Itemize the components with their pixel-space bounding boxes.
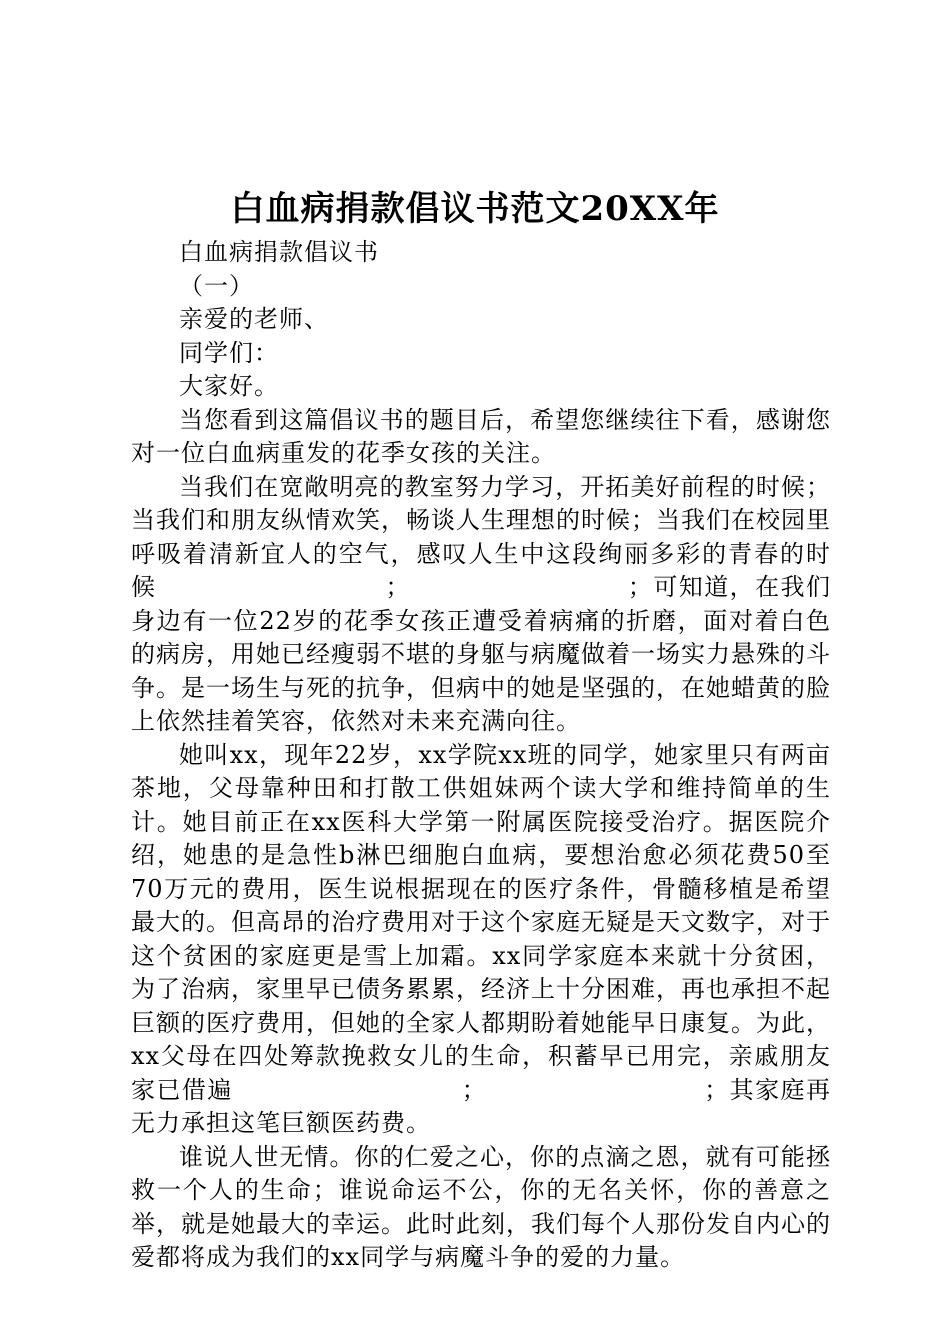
- subtitle-line: 白血病捐款倡议书: [179, 238, 379, 266]
- document-title: 白血病捐款倡议书范文20XX年: [230, 189, 720, 229]
- section-marker: （一）: [179, 271, 254, 300]
- paragraph-appeal: 谁说人世无情。你的仁爱之心，你的点滴之恩，就有可能拯救一个人的生命；谁说命运不公，你的无名关怀，你的善意之举，就是她最大的幸运。此时此刻，我们每个人那份发自内心的爱都将成为我们的xx同学与病魔斗争的爱的力量。: [131, 1142, 831, 1271]
- paragraph-contrast: 当我们在宽敞明亮的教室努力学习，开拓美好前程的时候；当我们和朋友纵情欢笑，畅谈人生理想的时候；当我们在校园里呼吸着清新宜人的空气，感叹人生中这段绚丽多彩的青春的时候 ； ；可知道，在我们身边有一位22岁的花季女孩正遭受着病痛的折磨，面对着白色的病房，用她已经瘦弱不堪的身躯与病魔做着一场实力悬殊的斗争。是一场生与死的抗争，但病中的她是坚强的，在她蜡黄的脸上依然挂着笑容，依然对未来充满向往。: [131, 472, 831, 735]
- document-body: [131, 236, 831, 1275]
- paragraph-intro: 当您看到这篇倡议书的题目后，希望您继续往下看，感谢您对一位白血病重发的花季女孩的关注。: [131, 405, 831, 467]
- salutation-line-2: 同学们：: [179, 338, 279, 367]
- paragraph-story: 她叫xx，现年22岁，xx学院xx班的同学，她家里只有两亩茶地，父母靠种田和打散工供姐妹两个读大学和维持简单的生计。她目前正在xx医科大学第一附属医院接受治疗。据医院介绍，她患的是急性b淋巴细胞白血病，要想治愈必须花费50至70万元的费用，医生说根据现在的医疗条件，骨髓移植是希望最大的。但高昂的治疗费用对于这个家庭无疑是天文数字，对于这个贫困的家庭更是雪上加霜。xx同学家庭本来就十分贫困，为了治病，家里早已债务累累，经济上十分困难，再也承担不起巨额的医疗费用，但她的全家人都期盼着她能早日康复。为此，xx父母在四处筹款挽救女儿的生命，积蓄早已用完，亲戚朋友家已借遍 ； ；其家庭再无力承担这笔巨额医药费。: [131, 740, 831, 1137]
- greeting-line: 大家好。: [179, 372, 279, 400]
- salutation-line-1: 亲爱的老师、: [179, 305, 329, 333]
